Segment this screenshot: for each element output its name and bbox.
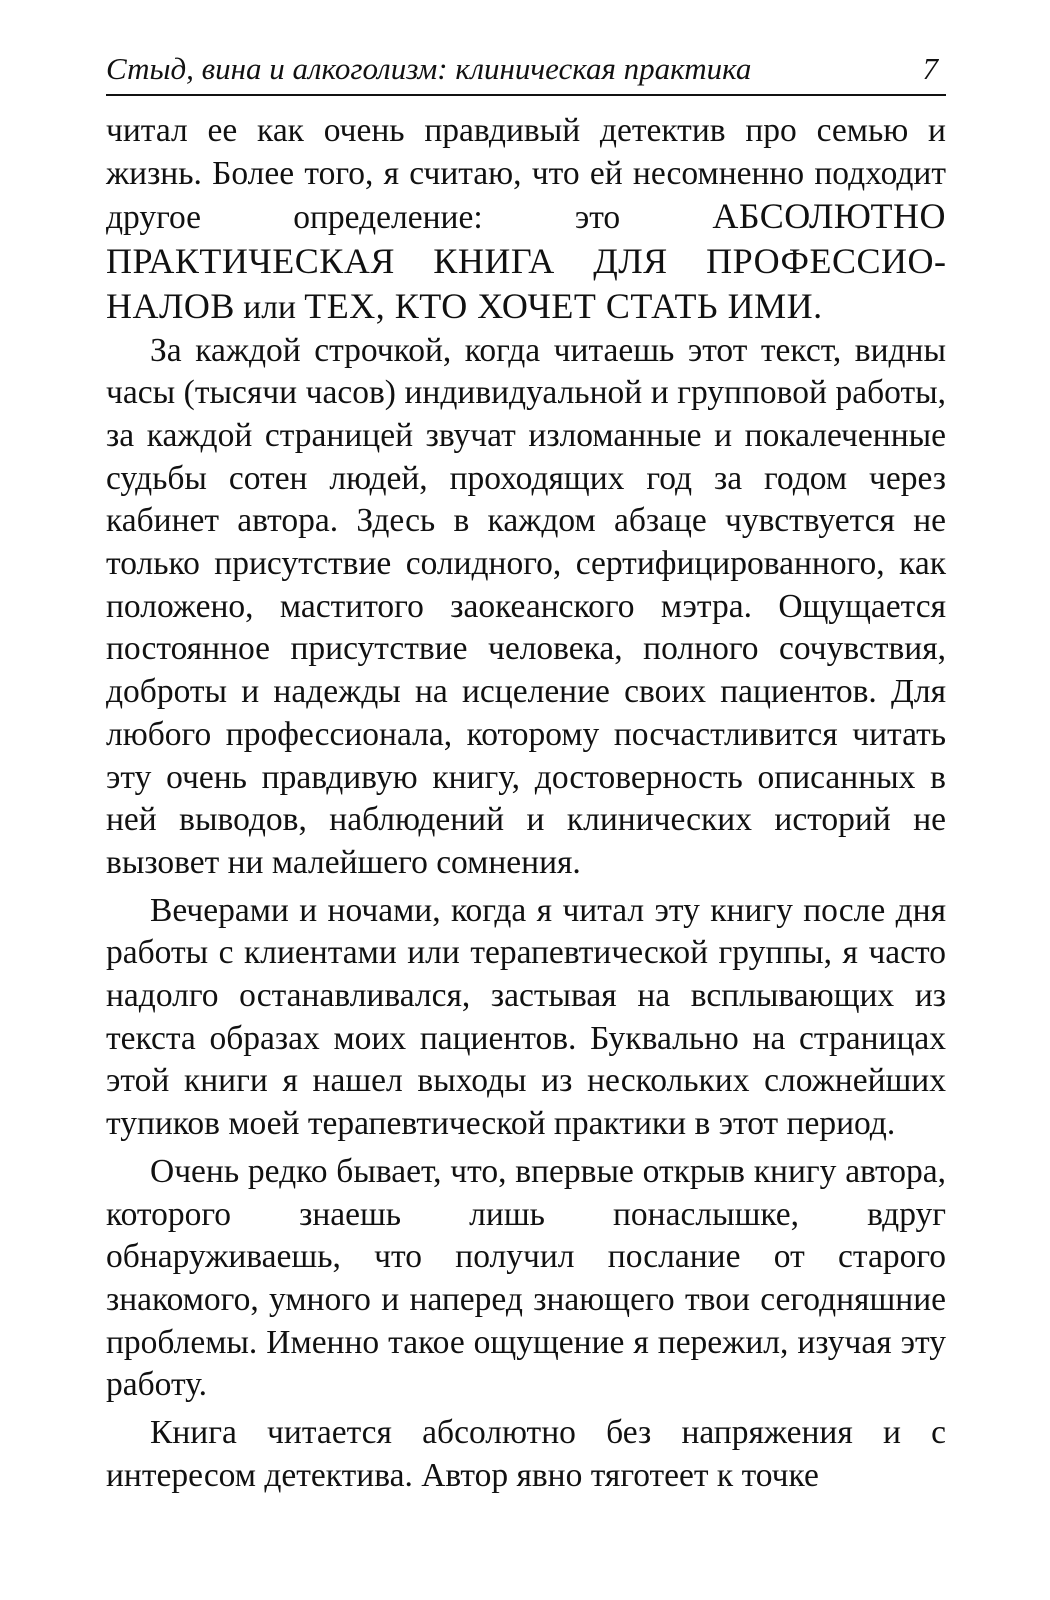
paragraph-3: Вечерами и ночами, когда я читал эту книгу после дня работы с клиентами или терапевтической группы, я часто надолго останавливался, застывая на всплывающих из текста образах моих пациентов. Буквально на страницах этой книги я нашел выходы из нескольких сложнейших тупиков моей терапевтической практики в этот период. — [106, 891, 946, 1143]
running-title: Стыд, вина и алкоголизм: клиническая практика — [106, 51, 752, 86]
paragraph-1-intro: читал ее как очень правдивый детектив про семью и жизнь. Более того, я считаю, что ей несомненно подходит другое определение: это — [106, 112, 946, 237]
paragraph-1 — [106, 110, 946, 330]
body-text — [106, 110, 946, 1498]
paragraph-1-caps-end: ТЕХ, КТО ХОЧЕТ СТАТЬ ИМИ. — [304, 285, 823, 326]
paragraph-2: За каждой строчкой, когда читаешь этот текст, видны часы (тысячи часов) индивидуальной и групповой работы, за каждой страницей звучат изломанные и покалеченные судьбы сотен людей, проходящих год за годом через кабинет автора. Здесь в каждом абзаце чувствуется не только присутствие солидного, сертифицированного, как положено, маститого заокеанского мэтра. Ощущается постоянное присутствие человека, полного сочувствия, доброты и надежды на исцеление своих пациентов. Для любого профессионала, которому посчастливится читать эту очень правдивую книгу, достоверность описанных в ней выводов, наблюдений и клинических историй не вызовет ни малейшего сомнения. — [106, 331, 946, 881]
page-number: 7 — [922, 51, 938, 86]
paragraph-1-caps: АБСОЛЮТНО ПРАКТИЧЕСКАЯ КНИГА ДЛЯ ПРОФЕССИОНАЛОВ — [106, 196, 946, 326]
paragraph-4: Очень редко бывает, что, впервые открыв книгу автора, которого знаешь лишь понаслышке, вдруг обнаруживаешь, что получил послание от старого знакомого, умного и наперед знающего твои сегодняшние проблемы. Именно такое ощущение я пережил, изучая эту работу. — [106, 1152, 946, 1404]
paragraph-5: Книга читается абсолютно без напряжения и с интересом детектива. Автор явно тяготеет к точке — [106, 1414, 946, 1494]
running-header — [106, 50, 946, 96]
paragraph-1-or: или — [234, 288, 305, 326]
